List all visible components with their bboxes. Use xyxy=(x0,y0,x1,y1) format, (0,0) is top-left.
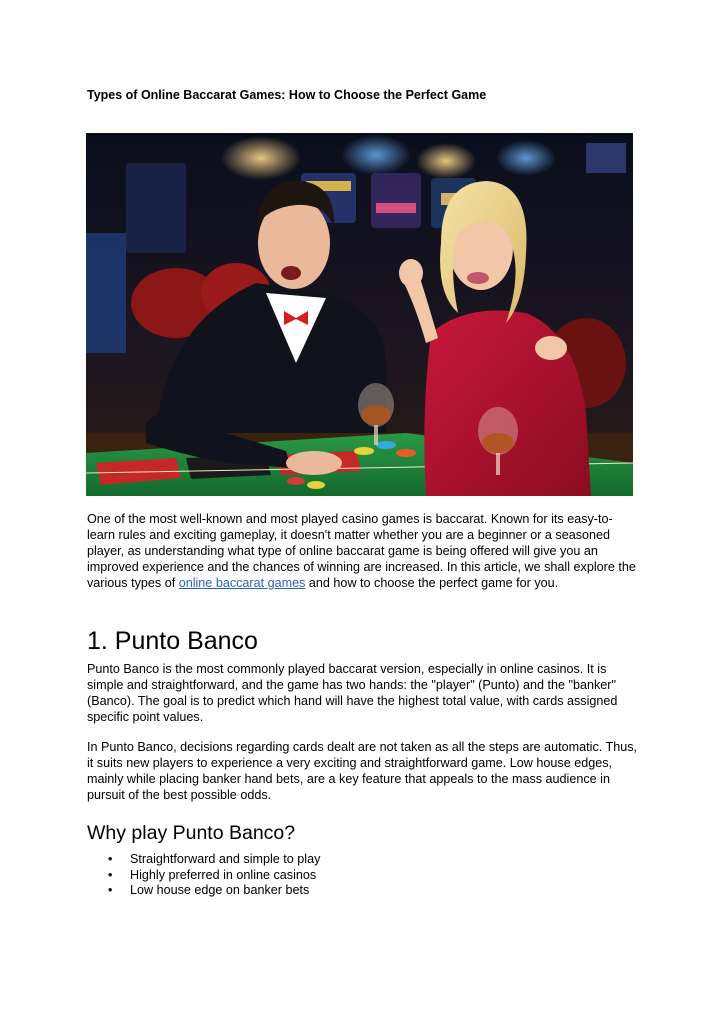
casino-photo xyxy=(86,133,633,496)
intro-text-before-link: One of the most well-known and most played casino games is baccarat. Known for its easy-to-learn rules and exciting gameplay, it doesn't matter whether you are a beginner or a seasoned player, as understanding what type of online baccarat game is being offered will give you an improved experience and the chances of winning are increased. In this article, we shall explore the various types of xyxy=(87,512,636,590)
intro-text-after-link: and how to choose the perfect game for you. xyxy=(305,576,559,590)
list-item xyxy=(108,852,320,868)
punto-banco-paragraph-2: In Punto Banco, decisions regarding cards dealt are not taken as all the steps are automatic. Thus, it suits new players to experience a very exciting and straightforward game. Low house edges, mainly while placing banker hand bets, are a key feature that appeals to the mass audience in pursuit of the best possible odds. xyxy=(87,740,638,802)
list-item xyxy=(108,883,320,899)
online-baccarat-games-link[interactable]: online baccarat games xyxy=(178,576,306,590)
list-item-text: Straightforward and simple to play xyxy=(130,852,321,866)
subheading-why-play: Why play Punto Banco? xyxy=(87,822,296,844)
list-item-text: Low house edge on banker bets xyxy=(130,883,310,897)
list-item-text: Highly preferred in online casinos xyxy=(130,867,317,882)
bullet-icon: • xyxy=(108,867,113,882)
list-item xyxy=(108,868,320,884)
bullet-icon: • xyxy=(108,883,113,897)
document-title: Types of Online Baccarat Games: How to Choose the Perfect Game xyxy=(87,88,487,102)
reasons-list xyxy=(108,852,320,899)
punto-banco-paragraph-1: Punto Banco is the most commonly played baccarat version, especially in online casinos. It is simple and straightforward, and the game has two hands: the "player" (Punto) and the "banker" (Banco). The goal is to predict which hand will have the highest total value, with cards assigned specific point values. xyxy=(87,662,618,724)
intro-paragraph xyxy=(87,511,639,591)
bullet-icon: • xyxy=(108,852,113,866)
section-heading-punto-banco: 1. Punto Banco xyxy=(87,627,258,655)
